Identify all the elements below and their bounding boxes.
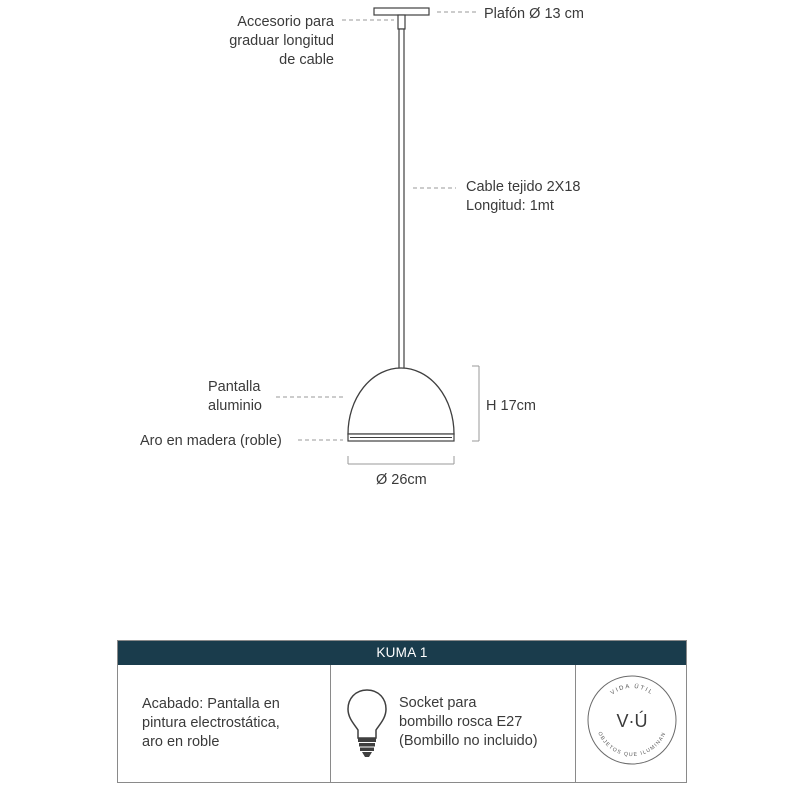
logo-ring-bottom: OBJETOS QUE ILUMINAN — [596, 730, 668, 759]
spec-cell-logo — [576, 665, 686, 782]
label-accesorio: Accesorio para graduar longitud de cable — [229, 14, 334, 68]
acabado-text: Acabado: Pantalla en pintura electrostática, aro en roble — [142, 696, 280, 750]
spec-cell-acabado — [118, 665, 331, 782]
logo-mark: V·Ú — [616, 711, 648, 731]
label-altura: H 17cm — [486, 398, 536, 414]
logo-ring-top: VIDA ÚTIL — [609, 683, 655, 697]
lamp-shade — [348, 368, 454, 434]
spec-table — [117, 640, 687, 783]
spec-title: KUMA 1 — [118, 641, 686, 665]
cable — [399, 29, 404, 369]
label-diametro: Ø 26cm — [376, 472, 427, 488]
canopy-plafon — [374, 8, 429, 15]
label-plafon: Plafón Ø 13 cm — [484, 6, 584, 22]
label-aro: Aro en madera (roble) — [140, 433, 282, 449]
spec-cell-socket — [331, 665, 576, 782]
label-cable: Cable tejido 2X18 Longitud: 1mt — [466, 179, 581, 214]
lightbulb-icon — [346, 688, 388, 760]
label-pantalla: Pantalla aluminio — [208, 379, 262, 414]
cable-adjuster — [398, 15, 405, 29]
socket-text: Socket para bombillo rosca E27 (Bombillo no incluido) — [399, 695, 538, 749]
vida-util-logo — [585, 673, 679, 767]
